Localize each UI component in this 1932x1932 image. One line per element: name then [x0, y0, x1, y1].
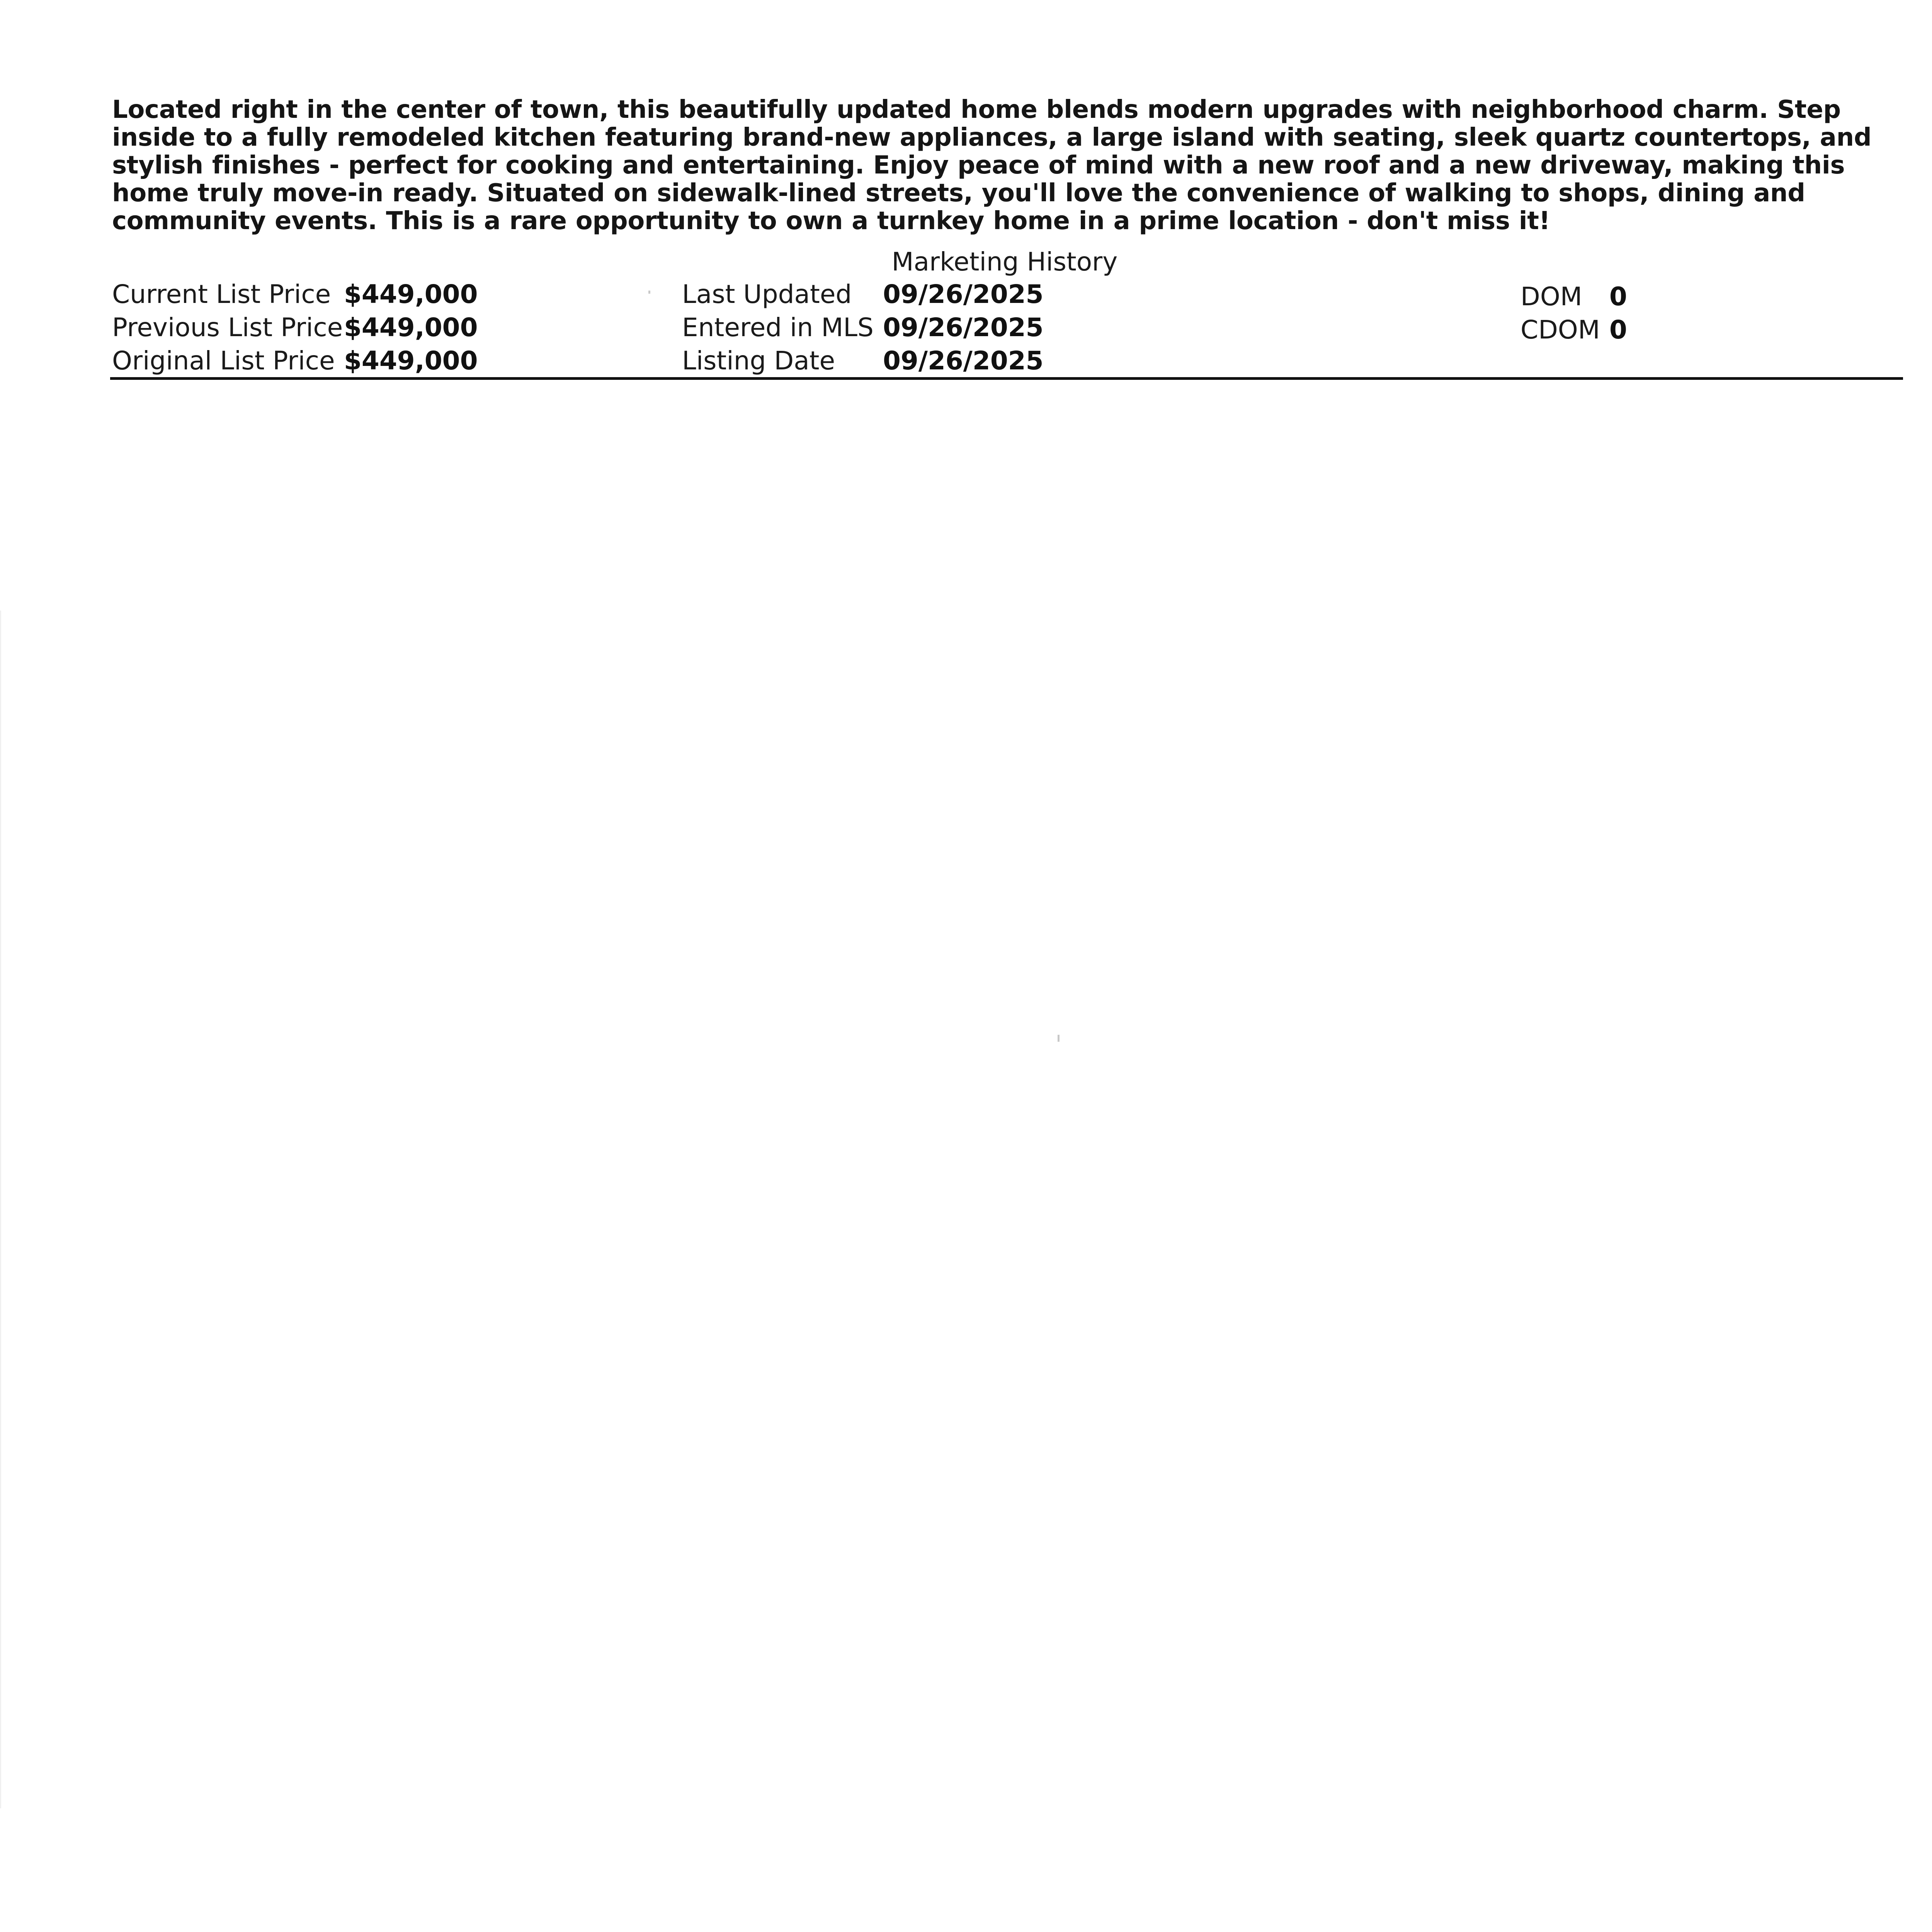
current-list-price-value: $449,000 — [344, 279, 478, 309]
previous-list-price-label: Previous List Price — [112, 313, 343, 342]
dom-label: DOM — [1520, 282, 1582, 311]
marketing-history-title: Marketing History — [891, 247, 1118, 277]
entered-in-mls-value: 09/26/2025 — [883, 313, 1044, 342]
scan-speck — [1058, 1035, 1060, 1042]
original-list-price-label: Original List Price — [112, 346, 335, 376]
listing-date-value: 09/26/2025 — [883, 346, 1044, 376]
last-updated-label: Last Updated — [682, 279, 852, 309]
cdom-value: 0 — [1609, 315, 1627, 345]
entered-in-mls-label: Entered in MLS — [682, 313, 874, 342]
last-updated-value: 09/26/2025 — [883, 279, 1044, 309]
section-divider — [110, 377, 1903, 380]
listing-date-label: Listing Date — [682, 346, 835, 376]
dom-value: 0 — [1609, 282, 1627, 311]
cdom-label: CDOM — [1520, 315, 1600, 345]
previous-list-price-value: $449,000 — [344, 313, 478, 342]
listing-description: Located right in the center of town, this beautifully updated home blends modern upgrades with neighborhood charm. Step inside to a fully remodeled kitchen featuring brand-new appliances, a large island with seating, sleek quartz countertops, and stylish finishes - perfect for cooking and entertaining. Enjoy peace of mind with a new roof and a new driveway, making this home truly move-in ready. Situated on sidewalk-lined streets, you'll love the convenience of walking to shops, dining and community events. This is a rare opportunity to own a turnkey home in a prime location - don't miss it! — [112, 95, 1872, 235]
original-list-price-value: $449,000 — [344, 346, 478, 376]
current-list-price-label: Current List Price — [112, 279, 331, 309]
scan-edge-line — [0, 611, 1, 1808]
scan-speck — [648, 291, 650, 294]
